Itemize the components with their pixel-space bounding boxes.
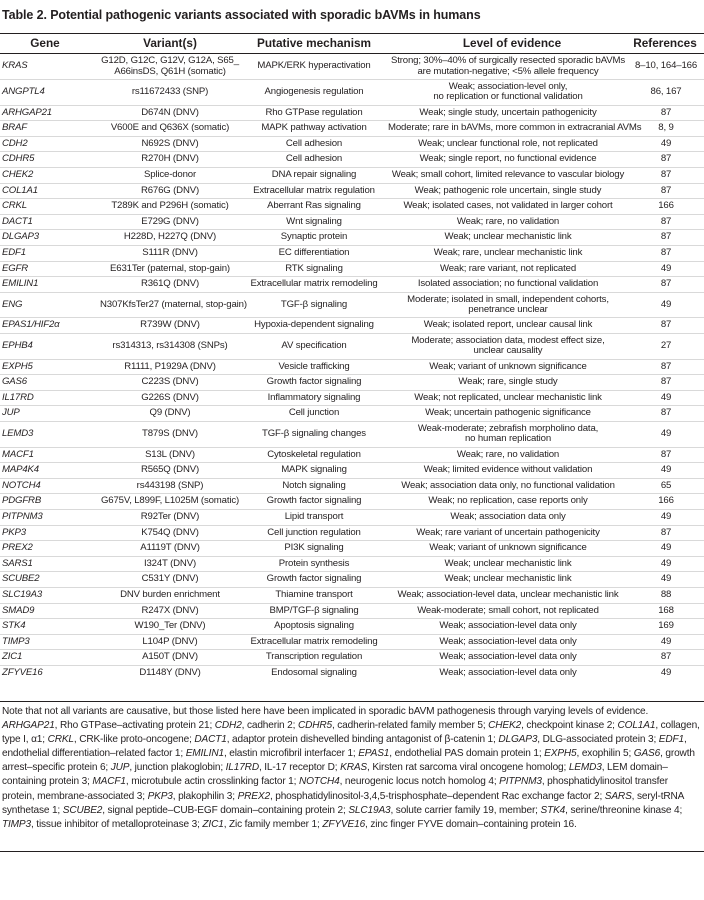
table-row bbox=[0, 587, 704, 603]
abbreviation-term: CRKL bbox=[47, 734, 74, 746]
mechanism-cell: Inflammatory signaling bbox=[267, 391, 361, 403]
references-cell: 49 bbox=[660, 635, 672, 647]
evidence-cell: Weak; association-level data only bbox=[439, 667, 577, 679]
evidence-cell: Weak; rare variant of uncertain pathogenicity bbox=[416, 526, 600, 538]
variant-cell: R361Q (DNV) bbox=[140, 278, 200, 290]
evidence-cell: Weak-moderate; zebrafish morpholino data, no human replication bbox=[417, 422, 599, 445]
table-row bbox=[0, 168, 704, 184]
gene-cell: EGFR bbox=[2, 262, 29, 274]
variant-cell: C531Y (DNV) bbox=[141, 573, 199, 585]
references-cell: 65 bbox=[660, 479, 672, 491]
references-cell: 168 bbox=[658, 604, 674, 616]
mechanism-cell: PI3K signaling bbox=[284, 542, 344, 554]
table-row bbox=[0, 634, 704, 650]
table-row bbox=[0, 650, 704, 666]
gene-cell: MACF1 bbox=[2, 448, 34, 460]
table-notes bbox=[2, 705, 702, 832]
mechanism-cell: Synaptic protein bbox=[280, 231, 348, 243]
table-row bbox=[0, 246, 704, 262]
abbreviation-term: PITPNM3 bbox=[499, 776, 542, 788]
abbreviation-term: MACF1 bbox=[92, 776, 126, 788]
gene-cell: SARS1 bbox=[2, 557, 33, 569]
variant-cell: D674N (DNV) bbox=[141, 106, 199, 118]
header-evidence: Level of evidence bbox=[462, 36, 562, 50]
variant-cell: A1119T (DNV) bbox=[140, 542, 200, 554]
gene-cell: EMILIN1 bbox=[2, 278, 39, 290]
variant-cell: Splice-donor bbox=[143, 169, 197, 181]
evidence-cell: Weak; association-level only, no replication or functional validation bbox=[433, 80, 583, 103]
mechanism-cell: TGF-β signaling bbox=[280, 298, 348, 310]
abbreviation-term: ZFYVE16 bbox=[322, 818, 366, 830]
table-row bbox=[0, 54, 704, 80]
gene-cell: EPAS1/HIF2α bbox=[2, 319, 60, 331]
references-cell: 87 bbox=[660, 278, 672, 290]
references-cell: 49 bbox=[660, 391, 672, 403]
table-body bbox=[0, 54, 704, 681]
mechanism-cell: Transcription regulation bbox=[265, 651, 363, 663]
variant-cell: T289K and P296H (somatic) bbox=[111, 200, 229, 212]
mechanism-cell: Hypoxia-dependent signaling bbox=[254, 319, 374, 331]
abbreviation-term: GAS6 bbox=[633, 748, 661, 760]
gene-cell: CDHR5 bbox=[2, 153, 35, 165]
gene-cell: PDGFRB bbox=[2, 495, 42, 507]
evidence-cell: Weak; uncertain pathogenic significance bbox=[425, 407, 591, 419]
mechanism-cell: Apoptosis signaling bbox=[274, 620, 354, 632]
references-cell: 87 bbox=[660, 448, 672, 460]
evidence-cell: Weak; association-level data only bbox=[439, 635, 577, 647]
bottom-rule bbox=[0, 701, 704, 702]
variant-cell: G226S (DNV) bbox=[141, 391, 199, 403]
mechanism-cell: Vesicle trafficking bbox=[278, 360, 350, 372]
references-cell: 87 bbox=[660, 184, 672, 196]
evidence-cell: Weak; pathogenic role uncertain, single study bbox=[414, 184, 602, 196]
table-row bbox=[0, 375, 704, 391]
evidence-cell: Weak; no replication, case reports only bbox=[428, 495, 588, 507]
table-row bbox=[0, 292, 704, 318]
mechanism-cell: Cell adhesion bbox=[285, 153, 343, 165]
table-row bbox=[0, 105, 704, 121]
abbreviation-term: EXPH5 bbox=[544, 748, 577, 760]
table-row bbox=[0, 478, 704, 494]
mechanism-cell: Rho GTPase regulation bbox=[265, 106, 363, 118]
gene-cell: LEMD3 bbox=[2, 427, 34, 439]
evidence-cell: Weak; rare, unclear mechanistic link bbox=[433, 247, 583, 259]
references-cell: 49 bbox=[660, 137, 672, 149]
references-cell: 87 bbox=[660, 106, 672, 118]
table-row bbox=[0, 80, 704, 106]
variant-cell: rs443198 (SNP) bbox=[136, 479, 204, 491]
gene-cell: COL1A1 bbox=[2, 184, 38, 196]
table-row bbox=[0, 541, 704, 557]
abbreviation-term: PREX2 bbox=[237, 790, 270, 802]
references-cell: 87 bbox=[660, 360, 672, 372]
references-cell: 8–10, 164–166 bbox=[634, 60, 698, 72]
gene-cell: PITPNM3 bbox=[2, 510, 43, 522]
references-cell: 87 bbox=[660, 319, 672, 331]
abbreviation-term: TIMP3 bbox=[2, 818, 31, 830]
evidence-cell: Moderate; rare in bAVMs, more common in extracranial AVMs bbox=[388, 122, 642, 134]
variant-cell: R92Ter (DNV) bbox=[140, 510, 200, 522]
gene-cell: BRAF bbox=[2, 122, 27, 134]
table-row bbox=[0, 214, 704, 230]
gene-cell: JUP bbox=[2, 407, 20, 419]
gene-cell: EPHB4 bbox=[2, 340, 33, 351]
variant-cell: H228D, H227Q (DNV) bbox=[123, 231, 217, 243]
table-caption: Table 2. Potential pathogenic variants associated with sporadic bAVMs in humans bbox=[2, 8, 481, 22]
table-row bbox=[0, 463, 704, 479]
variant-cell: K754Q (DNV) bbox=[141, 526, 199, 538]
evidence-cell: Weak; rare variant, not replicated bbox=[439, 262, 577, 274]
abbreviation-term: CHEK2 bbox=[488, 720, 522, 732]
variant-cell: R676G (DNV) bbox=[140, 184, 200, 196]
references-cell: 49 bbox=[660, 510, 672, 522]
table-row bbox=[0, 665, 704, 681]
references-cell: 49 bbox=[660, 542, 672, 554]
references-cell: 169 bbox=[658, 620, 674, 632]
mechanism-cell: Extracellular matrix remodeling bbox=[250, 278, 378, 290]
evidence-cell: Moderate; association data, modest effect size, unclear causality bbox=[411, 334, 605, 357]
abbreviation-term: NOTCH4 bbox=[298, 776, 340, 788]
evidence-cell: Weak-moderate; small cohort, not replicated bbox=[417, 604, 599, 616]
variant-cell: R739W (DNV) bbox=[140, 319, 200, 331]
variant-cell: rs11672433 (SNP) bbox=[131, 86, 209, 98]
references-cell: 49 bbox=[660, 464, 672, 476]
references-cell: 87 bbox=[660, 215, 672, 227]
evidence-cell: Weak; rare, no validation bbox=[456, 215, 560, 227]
references-cell: 49 bbox=[660, 427, 672, 439]
mechanism-cell: Endosomal signaling bbox=[271, 667, 357, 679]
evidence-cell: Weak; unclear mechanistic link bbox=[444, 557, 572, 569]
variant-cell: E631Ter (paternal, stop-gain) bbox=[110, 262, 230, 274]
evidence-cell: Weak; association-level data only bbox=[439, 651, 577, 663]
abbreviation-term: JUP bbox=[110, 762, 130, 774]
evidence-cell: Weak; single study, uncertain pathogenicity bbox=[419, 106, 597, 118]
references-cell: 49 bbox=[660, 573, 672, 585]
mechanism-cell: Extracellular matrix remodeling bbox=[250, 635, 378, 647]
gene-cell: SMAD9 bbox=[2, 604, 35, 616]
mechanism-cell: Thiamine transport bbox=[275, 588, 353, 600]
header-gene: Gene bbox=[30, 36, 60, 50]
mechanism-cell: Cell junction regulation bbox=[267, 526, 361, 538]
table-row bbox=[0, 390, 704, 406]
mechanism-cell: MAPK pathway activation bbox=[261, 122, 367, 134]
references-cell: 8, 9 bbox=[658, 122, 674, 134]
end-rule bbox=[0, 851, 704, 852]
gene-cell: DACT1 bbox=[2, 215, 33, 227]
gene-cell: CRKL bbox=[2, 200, 27, 212]
evidence-cell: Weak; association-level data only bbox=[439, 620, 577, 632]
gene-cell: ZFYVE16 bbox=[2, 667, 43, 679]
variant-cell: DNV burden enrichment bbox=[120, 588, 220, 600]
abbreviation-term: ARHGAP21 bbox=[2, 720, 55, 732]
table-row bbox=[0, 121, 704, 137]
variant-cell: R1111, P1929A (DNV) bbox=[124, 360, 216, 372]
gene-cell: ZIC1 bbox=[2, 651, 23, 663]
variant-cell: C223S (DNV) bbox=[141, 376, 199, 388]
table-row bbox=[0, 183, 704, 199]
gene-cell: PREX2 bbox=[2, 542, 33, 554]
variant-cell: R270H (DNV) bbox=[141, 153, 199, 165]
references-cell: 49 bbox=[660, 667, 672, 679]
header-variant: Variant(s) bbox=[143, 36, 197, 50]
abbreviation-term: EPAS1 bbox=[358, 748, 390, 760]
evidence-cell: Weak; association data only bbox=[450, 510, 566, 522]
gene-cell: DLGAP3 bbox=[2, 231, 39, 243]
abbreviation-term: CDHR5 bbox=[297, 720, 332, 732]
gene-cell: TIMP3 bbox=[2, 635, 30, 647]
evidence-cell: Weak; association data only, no functional validation bbox=[401, 479, 615, 491]
variant-cell: Q9 (DNV) bbox=[149, 407, 191, 419]
mechanism-cell: BMP/TGF-β signaling bbox=[269, 604, 359, 616]
variant-cell: rs314313, rs314308 (SNPs) bbox=[112, 340, 228, 351]
abbreviation-term: EDF1 bbox=[658, 734, 684, 746]
mechanism-cell: Protein synthesis bbox=[278, 557, 350, 569]
references-cell: 87 bbox=[660, 651, 672, 663]
evidence-cell: Weak; isolated cases, not validated in larger cohort bbox=[403, 200, 613, 212]
variant-cell: R247X (DNV) bbox=[141, 604, 199, 616]
evidence-cell: Weak; limited evidence without validation bbox=[423, 464, 593, 476]
table-row bbox=[0, 406, 704, 422]
references-cell: 27 bbox=[660, 340, 672, 351]
evidence-cell: Strong; 30%–40% of surgically resected sporadic bAVMs are mutation-negative; <5% allele frequency bbox=[391, 54, 625, 77]
table-row bbox=[0, 199, 704, 215]
references-cell: 87 bbox=[660, 526, 672, 538]
variant-cell: G675V, L899F, L1025M (somatic) bbox=[100, 495, 240, 507]
variant-cell: S13L (DNV) bbox=[145, 448, 195, 460]
evidence-cell: Weak; association-level data, unclear mechanistic link bbox=[397, 588, 619, 600]
table-row bbox=[0, 603, 704, 619]
abbreviation-term: KRAS bbox=[340, 762, 368, 774]
variant-cell: N307KfsTer27 (maternal, stop-gain) bbox=[100, 298, 247, 310]
abbreviation-term: ZIC1 bbox=[202, 818, 224, 830]
table-row bbox=[0, 261, 704, 277]
references-cell: 87 bbox=[660, 169, 672, 181]
note-text: Note that not all variants are causative, but those listed here have been implicated in sporadic bAVM pathogenesis through varying levels of evidence. bbox=[2, 706, 649, 717]
gene-cell: ENG bbox=[2, 298, 23, 310]
mechanism-cell: Cell adhesion bbox=[285, 137, 343, 149]
abbreviations-text: ARHGAP21, Rho GTPase–activating protein 21; CDH2, cadherin 2; CDHR5, cadherin-related family member 5; CHEK2, checkpoint kinase 2; COL1A1, collagen, type I, α1; CRKL, CRK-like proto-oncogene; DACT1, adaptor protein dishevelled binding antagonist of β-catenin 1; DLGAP3, DLG-associated protein 3; EDF1, endothelial differentiation–related factor 1; EMILIN1, elastin microfibril interfacer 1; EPAS1, endothelial PAS domain protein 1; EXPH5, exophilin 5; GAS6, growth arrest–specific protein 6; JUP, junction plakoglobin; IL17RD, IL-17 receptor D; KRAS, Kirsten rat sarcoma viral oncogene homolog; LEMD3, LEM domain–containing protein 3; MACF1, microtubule actin crosslinking factor 1; NOTCH4, neurogenic locus notch homolog 4; PITPNM3, phosphatidylinositol transfer protein, membrane-associated 3; PKP3, plakophilin 3; PREX2, phosphatidylinositol-3,4,5-trisphosphate–dependent Rac exchange factor 2; SARS, seryl-tRNA synthetase 1; SCUBE2, signal peptide–CUB-EGF domain–containing protein 2; SLC19A3, solute carrier family 19, member; STK4, serine/threonine kinase 4; TIMP3, tissue inhibitor of metalloproteinase 3; ZIC1, Zic family member 1; ZFYVE16, zinc finger FYVE domain–containing protein 16. bbox=[2, 720, 700, 830]
references-cell: 87 bbox=[660, 231, 672, 243]
variant-cell: T879S (DNV) bbox=[142, 427, 198, 439]
gene-cell: PKP3 bbox=[2, 526, 26, 538]
abbreviation-term: DLGAP3 bbox=[498, 734, 538, 746]
mechanism-cell: Growth factor signaling bbox=[266, 376, 362, 388]
table-row bbox=[0, 318, 704, 334]
mechanism-cell: RTK signaling bbox=[285, 262, 343, 274]
references-cell: 49 bbox=[660, 557, 672, 569]
table-row bbox=[0, 494, 704, 510]
table-row bbox=[0, 525, 704, 541]
mechanism-cell: Growth factor signaling bbox=[266, 573, 362, 585]
variant-cell: I324T (DNV) bbox=[143, 557, 197, 569]
mechanism-cell: DNA repair signaling bbox=[271, 169, 357, 181]
abbreviation-term: IL17RD bbox=[225, 762, 259, 774]
evidence-cell: Weak; rare, single study bbox=[458, 376, 558, 388]
evidence-cell: Weak; isolated report, unclear causal link bbox=[423, 319, 593, 331]
abbreviation-term: SARS bbox=[604, 790, 632, 802]
table-row bbox=[0, 572, 704, 588]
references-cell: 49 bbox=[660, 298, 672, 310]
gene-cell: NOTCH4 bbox=[2, 479, 41, 491]
table-row bbox=[0, 556, 704, 572]
mechanism-cell: Aberrant Ras signaling bbox=[267, 200, 361, 212]
gene-cell: MAP4K4 bbox=[2, 464, 39, 476]
table-row bbox=[0, 447, 704, 463]
gene-cell: EXPH5 bbox=[2, 360, 33, 372]
evidence-cell: Isolated association; no functional validation bbox=[417, 278, 599, 290]
mechanism-cell: Lipid transport bbox=[284, 510, 344, 522]
references-cell: 87 bbox=[660, 376, 672, 388]
references-cell: 86, 167 bbox=[650, 86, 682, 98]
table-row bbox=[0, 152, 704, 168]
variant-cell: V600E and Q636X (somatic) bbox=[110, 122, 230, 134]
references-cell: 49 bbox=[660, 262, 672, 274]
variant-cell: G12D, G12C, G12V, G12A, S65_ A66insDS, Q61H (somatic) bbox=[101, 54, 239, 77]
references-cell: 87 bbox=[660, 153, 672, 165]
variant-cell: D1148Y (DNV) bbox=[139, 667, 201, 679]
references-cell: 87 bbox=[660, 407, 672, 419]
variant-cell: L104P (DNV) bbox=[142, 635, 198, 647]
variant-cell: A150T (DNV) bbox=[142, 651, 198, 663]
table-row bbox=[0, 230, 704, 246]
gene-cell: KRAS bbox=[2, 60, 28, 72]
gene-cell: GAS6 bbox=[2, 376, 27, 388]
table-row bbox=[0, 509, 704, 525]
evidence-cell: Weak; variant of unknown significance bbox=[429, 542, 587, 554]
mechanism-cell: MAPK signaling bbox=[281, 464, 347, 476]
gene-cell: ARHGAP21 bbox=[2, 106, 52, 118]
variant-cell: S111R (DNV) bbox=[142, 247, 198, 259]
mechanism-cell: Extracellular matrix regulation bbox=[253, 184, 375, 196]
table-row bbox=[0, 421, 704, 447]
evidence-cell: Moderate; isolated in small, independent cohorts, penetrance unclear bbox=[407, 293, 609, 316]
mechanism-cell: Cytoskeletal regulation bbox=[267, 448, 361, 460]
mechanism-cell: Cell junction bbox=[288, 407, 340, 419]
evidence-cell: Weak; rare, no validation bbox=[456, 448, 560, 460]
evidence-cell: Weak; unclear functional role, not replicated bbox=[418, 137, 598, 149]
evidence-cell: Weak; small cohort, limited relevance to vascular biology bbox=[391, 169, 625, 181]
mechanism-cell: MAPK/ERK hyperactivation bbox=[257, 60, 371, 72]
references-cell: 88 bbox=[660, 588, 672, 600]
variant-cell: W190_Ter (DNV) bbox=[134, 620, 206, 632]
evidence-cell: Weak; not replicated, unclear mechanistic link bbox=[414, 391, 602, 403]
gene-cell: CDH2 bbox=[2, 137, 28, 149]
abbreviation-term: EMILIN1 bbox=[185, 748, 224, 760]
abbreviation-term: CDH2 bbox=[214, 720, 242, 732]
table-row bbox=[0, 334, 704, 360]
evidence-cell: Weak; unclear mechanistic link bbox=[444, 231, 572, 243]
variant-cell: R565Q (DNV) bbox=[140, 464, 200, 476]
mechanism-cell: TGF-β signaling changes bbox=[262, 427, 366, 439]
abbreviation-term: SLC19A3 bbox=[348, 804, 391, 816]
mechanism-cell: Growth factor signaling bbox=[266, 495, 362, 507]
gene-cell: SCUBE2 bbox=[2, 573, 40, 585]
abbreviation-term: COL1A1 bbox=[617, 720, 656, 732]
table-row bbox=[0, 619, 704, 635]
references-cell: 166 bbox=[658, 495, 674, 507]
evidence-cell: Weak; unclear mechanistic link bbox=[444, 573, 572, 585]
table-row bbox=[0, 136, 704, 152]
abbreviation-term: DACT1 bbox=[194, 734, 227, 746]
mechanism-cell: EC differentiation bbox=[278, 247, 350, 259]
gene-cell: IL17RD bbox=[2, 391, 34, 403]
gene-cell: EDF1 bbox=[2, 247, 26, 259]
gene-cell: SLC19A3 bbox=[2, 588, 43, 600]
evidence-cell: Weak; variant of unknown significance bbox=[429, 360, 587, 372]
header-references: References bbox=[633, 36, 697, 50]
mechanism-cell: Wnt signaling bbox=[286, 215, 342, 227]
top-rule bbox=[0, 33, 704, 34]
variant-cell: N692S (DNV) bbox=[141, 137, 199, 149]
gene-cell: ANGPTL4 bbox=[2, 86, 45, 98]
variant-cell: E729G (DNV) bbox=[141, 215, 199, 227]
mechanism-cell: Notch signaling bbox=[282, 479, 346, 491]
evidence-cell: Weak; single report, no functional evidence bbox=[419, 153, 597, 165]
gene-cell: CHEK2 bbox=[2, 169, 34, 181]
variants-table bbox=[0, 54, 704, 681]
references-cell: 166 bbox=[658, 200, 674, 212]
mechanism-cell: AV specification bbox=[281, 340, 347, 351]
abbreviation-term: SCUBE2 bbox=[62, 804, 103, 816]
abbreviation-term: PKP3 bbox=[147, 790, 173, 802]
table-row bbox=[0, 277, 704, 293]
abbreviation-term: STK4 bbox=[540, 804, 566, 816]
gene-cell: STK4 bbox=[2, 620, 26, 632]
header-mechanism: Putative mechanism bbox=[256, 36, 372, 50]
mechanism-cell: Angiogenesis regulation bbox=[264, 86, 364, 98]
table-row bbox=[0, 359, 704, 375]
references-cell: 87 bbox=[660, 247, 672, 259]
abbreviation-term: LEMD3 bbox=[568, 762, 602, 774]
